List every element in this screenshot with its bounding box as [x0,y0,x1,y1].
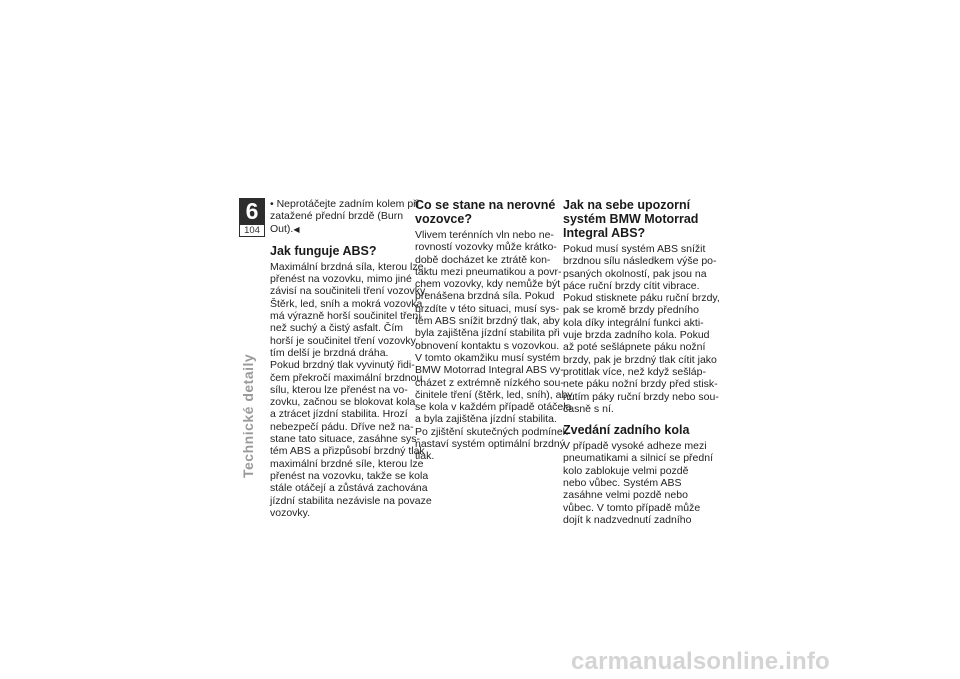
watermark: carmanualsonline.info [571,648,830,675]
text-line: nebezpečí pádu. Dříve než na- [270,420,414,433]
text-line: pneumatikami a silnicí se přední [563,452,713,465]
section-title: Technické detaily [240,353,256,478]
text-line: až poté sešlápnete páku nožní [563,341,706,354]
text-line: přenášena brzdná síla. Pokud [415,290,555,303]
heading-rear-wheel-lift: Zvedání zadního kola [563,423,690,438]
text-line: Štěrk, led, sníh a mokrá vozovka [270,297,423,310]
heading-line: Integral ABS? [563,226,646,240]
text-line: rovností vozovky může krátko- [415,241,557,254]
text-line: čem překročí maximální brzdnou [270,371,423,384]
bullet-line: Neprotáčejte zadním kolem při [276,198,419,210]
text-line: V případě vysoké adheze mezi [563,440,707,453]
text-line: stále otáčejí a zůstává zachována [270,482,428,495]
text-line: brzdy, pak je brzdný tlak cítit jako [563,353,717,366]
text-line: brzdíte v této situaci, musí sys- [415,302,560,315]
text-line: byla zajištěna jízdní stabilita při [415,327,560,340]
text-line: chem vozovky, kdy nemůže být [415,278,561,291]
text-line: přenést na vozovku, takže se kola [270,469,429,482]
text-line: tím delší je brzdná dráha. [270,346,389,359]
text-line: vozovky. [270,506,311,519]
text-line: protitlak více, než když sešláp- [563,365,706,378]
paragraph [270,260,432,519]
text-line: sílu, kterou lze přenést na vo- [270,383,408,396]
paragraph [415,229,573,463]
text-line: kolo zablokuje velmi pozdě [563,464,689,477]
text-line: se kola v každém případě otáčela [415,401,572,414]
paragraph [563,440,713,526]
bullet-line: zatažené přední brzdě (Burn [270,210,404,223]
text-column-3 [563,198,720,526]
chapter-marker [239,198,265,236]
text-line: horší je součinitel tření vozovky, [270,334,419,347]
text-line: tém ABS snížit brzdný tlak, aby [415,315,560,328]
heading-how-abs-works: Jak funguje ABS? [270,243,377,258]
heading-line: Jak na sebe upozorní [563,198,691,212]
text-line: obnovení kontaktu s vozovkou. [415,339,560,352]
text-line: Vlivem terénních vln nebo ne- [415,229,554,241]
text-column-2 [415,198,573,463]
heading-abs-warning [563,198,703,240]
text-line: pak se kromě brzdy předního [563,304,699,317]
text-line: V tomto okamžiku musí systém [415,351,561,364]
bullet-item: • Neprotáčejte zadním kolem při zatažené přední brzdě (Burn Out).◀ [270,198,419,235]
text-line: činitele tření (štěrk, led, sníh), aby [415,388,573,401]
text-line: nastaví systém optimální brzdný [415,438,565,451]
text-line: tlak. [415,450,435,463]
text-line: stane tato situace, zasáhne sys- [270,433,420,446]
text-line: jízdní stabilita nezávisle na povaze [270,494,432,507]
text-line: cházet z extrémně nízkého sou- [415,376,564,389]
text-line: závisí na součiniteli tření vozovky. [270,285,428,298]
text-line: dojít k nadzvednutí zadního [563,513,692,526]
text-line: vuje brzda zadního kola. Pokud [563,329,710,342]
text-line: nete páku nožní brzdy před stisk- [563,378,718,391]
text-line: nutím páky ruční brzdy nebo sou- [563,390,719,403]
text-line: brzdnou sílu následkem výše po- [563,255,717,268]
text-line: než suchý a čistý asfalt. Čím [270,322,404,335]
text-line: Pokud stisknete páku ruční brzdy, [563,292,720,305]
text-line: přenést na vozovku, mimo jiné [270,273,412,286]
text-line: Pokud brzdný tlak vyvinutý řidi- [270,359,415,372]
end-marker-icon: ◀ [293,224,300,234]
text-line: nebo vůbec. Systém ABS [563,477,682,490]
heading-uneven-road [415,198,555,226]
text-line: má výrazně horší součinitel tření [270,310,422,323]
paragraph [563,243,720,415]
text-line: zasáhne velmi pozdě nebo [563,489,688,502]
text-line: Maximální brzdná síla, kterou lze [270,260,424,273]
text-line: časně s ní. [563,402,614,415]
text-line: vůbec. V tomto případě může [563,501,701,514]
text-line: BMW Motorrad Integral ABS vy- [415,364,564,377]
text-line: a byla zajištěna jízdní stabilita. [415,413,557,426]
chapter-number: 6 [245,198,259,224]
text-line: době docházet ke ztrátě kon- [415,253,551,266]
text-line: maximální brzdné síle, kterou lze [270,457,424,470]
text-line: psaných okolností, pak jsou na [563,267,707,280]
text-line: a ztrácet jízdní stabilita. Hrozí [270,408,408,421]
heading-line: Co se stane na nerovné [415,198,556,212]
text-line: Po zjištění skutečných podmínek [415,425,568,438]
text-line: Pokud musí systém ABS snížit [563,243,706,255]
text-line: páce ruční brzdy cítit vibrace. [563,279,700,292]
text-column-1 [270,198,432,519]
bullet-line: Out). [270,222,294,235]
text-line: zovku, začnou se blokovat kola [270,396,416,409]
text-line: kola díky integrální funkci akti- [563,316,704,329]
heading-line: vozovce? [415,212,472,226]
page-number: 104 [239,225,265,237]
text-line: tém ABS a přizpůsobí brzdný tlak [270,445,425,458]
text-line: taktu mezi pneumatikou a povr- [415,265,562,278]
heading-line: systém BMW Motorrad [563,212,699,226]
